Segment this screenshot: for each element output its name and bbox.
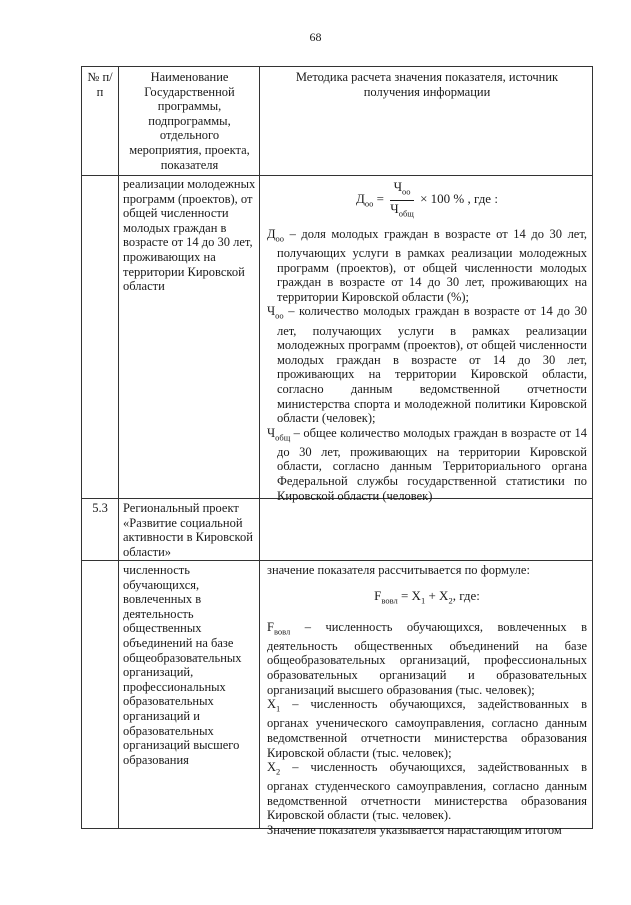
- fraction: $\frac{Ч_{оо}}{Ч_{общ}}$: [390, 179, 414, 219]
- definition: $Ч_{общ}$ – общее количество молодых граждан в возрасте от 14 до 30 лет, проживающих на территории Кировской области, согласно данным Территориального органа Федеральной службы государственной статистики по Кировской области (человек): [267, 425, 587, 503]
- formula-intro: значение показателя рассчитывается по формуле:: [267, 563, 530, 577]
- page-number: 68: [309, 30, 322, 44]
- share-formula: $Д_{оо}$ = $\frac{Ч_{оо}}{Ч_{общ}}$ × 100 % , где :: [267, 177, 587, 223]
- definition: $Д_{оо}$ – доля молодых граждан в возрасте от 14 до 30 лет, получающих услуги в рамках реализации молодежных программ (проектов), от общей численности молодых граждан в возрасте от 14 до 30 лет, проживающих на территории Кировской области (%);: [267, 227, 587, 304]
- row-divider: [82, 175, 592, 176]
- sum-formula: $F_{вовл} = X_1 + X_2$, где:: [374, 587, 480, 606]
- definition: $X_2$ – численность обучающихся, задействованных в органах студенческого самоуправления, согласно данным ведомственной отчетности министерства образования Кировской области (тыс. человек).: [267, 760, 587, 823]
- indicator-name: реализации молодежных программ (проектов), от общей численности молодых граждан в возрасте от 14 до 30 лет, проживающих на территории Кировской области: [123, 177, 256, 294]
- method-cell: [260, 177, 593, 503]
- cumulative-note: Значение показателя указывается нарастающим итогом: [267, 823, 562, 837]
- header-name: Наименование Государственной программы, подпрограммы, отдельного мероприятия, проекта, показателя: [129, 70, 250, 172]
- indicator-table: [81, 66, 593, 837]
- header-method: Методика расчета значения показателя, источник получения информации: [295, 70, 559, 99]
- indicator-name: численность обучающихся, вовлеченных в деятельность общественных объединений на базе общеобразовательных организаций, профессиональных образовательных организаций и образовательных организаций высшего образования: [123, 563, 242, 767]
- method-cell: [260, 563, 593, 838]
- project-name: Региональный проект «Развитие социальной активности в Кировской области»: [123, 501, 253, 559]
- row-number: 5.3: [92, 501, 108, 515]
- definition: $F_{вовл}$ – численность обучающихся, вовлеченных в деятельность общественных объединений на базе общеобразовательных организаций, профессиональных образовательных организаций и образовательных организаций высшего образования (тыс. человек);: [267, 619, 587, 697]
- row-divider: [82, 560, 592, 561]
- definition: $X_1$ – численность обучающихся, задействованных в органах ученического самоуправления, согласно данным ведомственной отчетности министерства образования Кировской области (тыс. человек);: [267, 697, 587, 760]
- definition: $Ч_{оо}$ – количество молодых граждан в возрасте от 14 до 30 лет, получающих услуги в рамках реализации молодежных программ (проектов), от общей численности молодых граждан в возрасте от 14 до 30 лет, проживающих на территории Кировской области, согласно данным ведомственной отчетности министерства спорта и молодежной политики Кировской области (человек);: [267, 304, 587, 426]
- header-number: № п/п: [87, 70, 113, 99]
